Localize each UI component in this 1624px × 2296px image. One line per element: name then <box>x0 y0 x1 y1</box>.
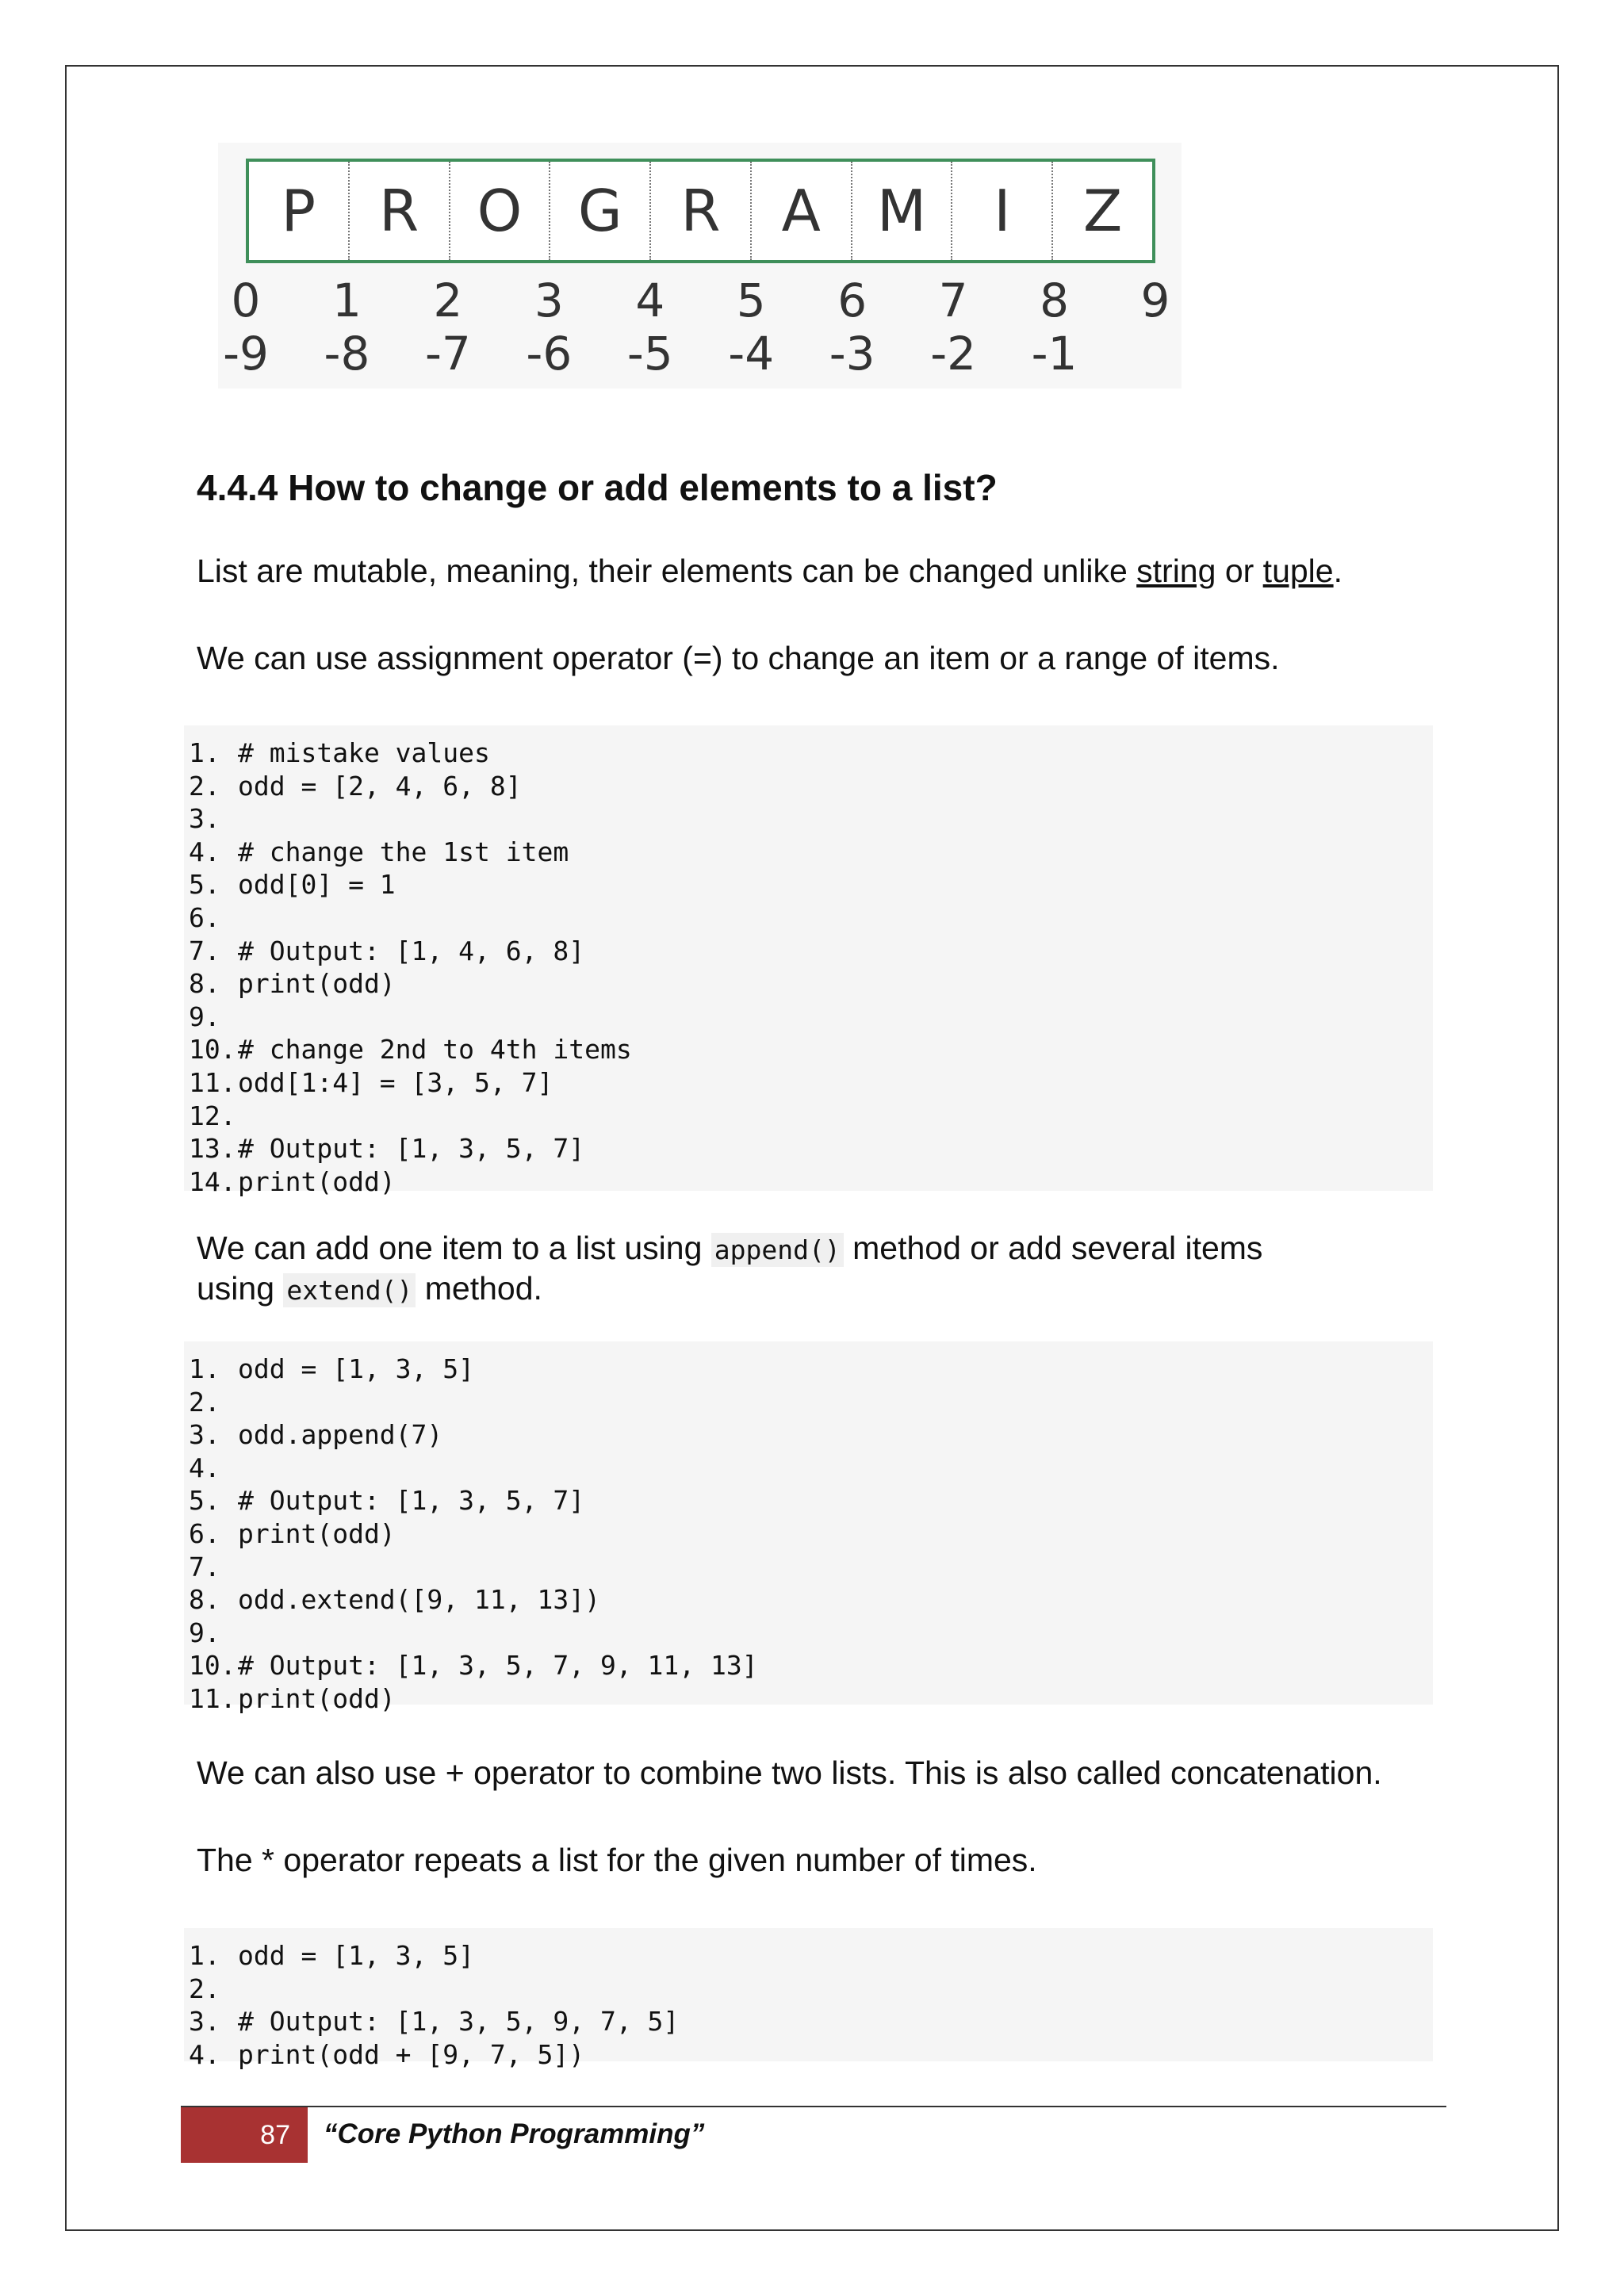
string-link[interactable]: string <box>1136 553 1216 589</box>
line-number: 3. <box>189 803 220 835</box>
tuple-link[interactable]: tuple <box>1262 553 1334 589</box>
code-block-append <box>184 1341 1433 1714</box>
para-text: using <box>197 1270 284 1307</box>
code-line <box>184 1939 1433 1973</box>
line-number: 10. <box>189 1034 236 1066</box>
negative-index: -5 <box>626 327 673 381</box>
line-number: 9. <box>189 1617 220 1648</box>
append-code: append() <box>711 1233 844 1267</box>
negative-index-row <box>218 143 1182 381</box>
code-text: odd = [1, 3, 5] <box>238 1940 475 1971</box>
negative-index: -9 <box>223 327 269 381</box>
code-text: # mistake values <box>238 737 490 768</box>
code-text: # Output: [1, 3, 5, 7] <box>238 1133 585 1165</box>
code-text: odd = [2, 4, 6, 8] <box>238 770 522 802</box>
book-title: “Core Python Programming” <box>324 2118 705 2149</box>
code-line <box>184 802 1433 836</box>
code-block-concat <box>184 1928 1433 2070</box>
footer-rule <box>181 2106 1446 2107</box>
negative-index: -2 <box>930 327 977 381</box>
letter-cell: P <box>249 162 350 260</box>
positive-index: 2 <box>433 274 463 327</box>
letter-cell: Z <box>1082 178 1123 244</box>
line-number: 1. <box>189 1940 220 1971</box>
line-number: 13. <box>189 1133 236 1165</box>
positive-index: 5 <box>736 274 766 327</box>
para-text: method. <box>416 1270 542 1307</box>
line-number: 5. <box>189 1485 220 1517</box>
code-line <box>184 901 1433 935</box>
code-line <box>184 836 1433 869</box>
code-line <box>184 1973 1433 2006</box>
assignment-paragraph: We can use assignment operator (=) to change an item or a range of items. <box>197 640 1280 676</box>
code-line <box>184 1353 1433 1386</box>
line-number: 7. <box>189 935 220 966</box>
code-line <box>184 1682 1433 1716</box>
code-line <box>184 935 1433 968</box>
positive-index: 0 <box>231 274 261 327</box>
line-number: 14. <box>189 1165 236 1197</box>
code-text: print(odd) <box>238 1682 396 1714</box>
code-text: odd.append(7) <box>238 1419 443 1451</box>
line-number: 11. <box>189 1066 236 1098</box>
code-line <box>184 1484 1433 1517</box>
line-number: 1. <box>189 1353 220 1384</box>
string-index-diagram <box>218 143 1182 388</box>
line-number: 8. <box>189 1584 220 1616</box>
code-text: odd[1:4] = [3, 5, 7] <box>238 1066 553 1098</box>
para-text: List are mutable, meaning, their elements can be changed unlike <box>197 553 1137 589</box>
code-line <box>184 1132 1433 1165</box>
code-text: print(odd) <box>238 1517 396 1549</box>
code-text: odd = [1, 3, 5] <box>238 1353 475 1384</box>
code-line <box>184 1583 1433 1617</box>
code-line <box>184 737 1433 770</box>
letter-cell: O <box>450 162 551 260</box>
letter-cell: I <box>952 162 1053 260</box>
line-number: 6. <box>189 1517 220 1549</box>
negative-index: -6 <box>526 327 573 381</box>
line-number: 5. <box>189 869 220 901</box>
line-number: 11. <box>189 1682 236 1714</box>
para-text: . <box>1333 553 1342 589</box>
code-text: # change the 1st item <box>238 836 569 867</box>
code-line <box>184 1033 1433 1066</box>
negative-index: -7 <box>424 327 471 381</box>
code-line <box>184 770 1433 803</box>
para-text: method or add several items <box>843 1230 1263 1266</box>
para-text: or <box>1216 553 1263 589</box>
code-text: # Output: [1, 3, 5, 9, 7, 5] <box>238 2006 680 2038</box>
line-number: 4. <box>189 1452 220 1483</box>
negative-index: -4 <box>728 327 775 381</box>
line-number: 7. <box>189 1551 220 1582</box>
code-line <box>184 2005 1433 2038</box>
positive-index: 7 <box>938 274 968 327</box>
letter-cell: M <box>852 162 953 260</box>
letter-cell: R <box>651 162 752 260</box>
line-number: 2. <box>189 1386 220 1418</box>
letter-cell: G <box>550 162 651 260</box>
line-number: 8. <box>189 968 220 1000</box>
line-number: 3. <box>189 2006 220 2038</box>
line-number: 12. <box>189 1100 236 1131</box>
code-block-change <box>184 725 1433 1197</box>
negative-index: -1 <box>1031 327 1078 381</box>
code-text: print(odd + [9, 7, 5]) <box>238 2038 585 2070</box>
code-line <box>184 2038 1433 2072</box>
positive-index: 6 <box>837 274 868 327</box>
line-number: 2. <box>189 1973 220 2004</box>
line-number: 1. <box>189 737 220 768</box>
line-number: 3. <box>189 1419 220 1451</box>
code-text: odd[0] = 1 <box>238 869 396 901</box>
repeat-paragraph: The * operator repeats a list for the given number of times. <box>197 1842 1037 1878</box>
mutability-paragraph <box>197 552 1342 590</box>
section-heading: 4.4.4 How to change or add elements to a list? <box>197 467 998 508</box>
code-text: print(odd) <box>238 1165 396 1197</box>
concatenation-paragraph: We can also use + operator to combine two lists. This is also called concatenation. <box>197 1755 1382 1791</box>
code-line <box>184 868 1433 901</box>
code-text: # change 2nd to 4th items <box>238 1034 632 1066</box>
page-number: 87 <box>181 2107 308 2163</box>
line-number: 4. <box>189 2038 220 2070</box>
code-line <box>184 1066 1433 1100</box>
append-extend-paragraph <box>197 1229 1262 1310</box>
code-line <box>184 1165 1433 1199</box>
line-number: 4. <box>189 836 220 867</box>
positive-index: 4 <box>635 274 665 327</box>
code-line <box>184 1617 1433 1650</box>
negative-index: -3 <box>829 327 875 381</box>
positive-index: 9 <box>1140 274 1170 327</box>
line-number: 2. <box>189 770 220 802</box>
negative-index: -8 <box>324 327 370 381</box>
code-line <box>184 1452 1433 1485</box>
code-text: odd.extend([9, 11, 13]) <box>238 1584 600 1616</box>
para-text: We can add one item to a list using <box>197 1230 711 1266</box>
positive-index: 8 <box>1040 274 1069 327</box>
letter-cell: A <box>752 162 852 260</box>
line-number: 10. <box>189 1650 236 1682</box>
code-line <box>184 1418 1433 1452</box>
code-line <box>184 1001 1433 1034</box>
code-text: print(odd) <box>238 968 396 1000</box>
code-text: # Output: [1, 4, 6, 8] <box>238 935 585 966</box>
letter-cell: R <box>350 162 450 260</box>
code-text: # Output: [1, 3, 5, 7, 9, 11, 13] <box>238 1650 758 1682</box>
positive-index: 3 <box>534 274 564 327</box>
code-text: # Output: [1, 3, 5, 7] <box>238 1485 585 1517</box>
code-line <box>184 1517 1433 1551</box>
code-line <box>184 1551 1433 1584</box>
code-line <box>184 1100 1433 1133</box>
line-number: 9. <box>189 1001 220 1032</box>
extend-code: extend() <box>283 1273 416 1307</box>
positive-index: 1 <box>331 274 362 327</box>
code-line <box>184 967 1433 1001</box>
code-line <box>184 1386 1433 1419</box>
line-number: 6. <box>189 901 220 933</box>
code-line <box>184 1649 1433 1682</box>
